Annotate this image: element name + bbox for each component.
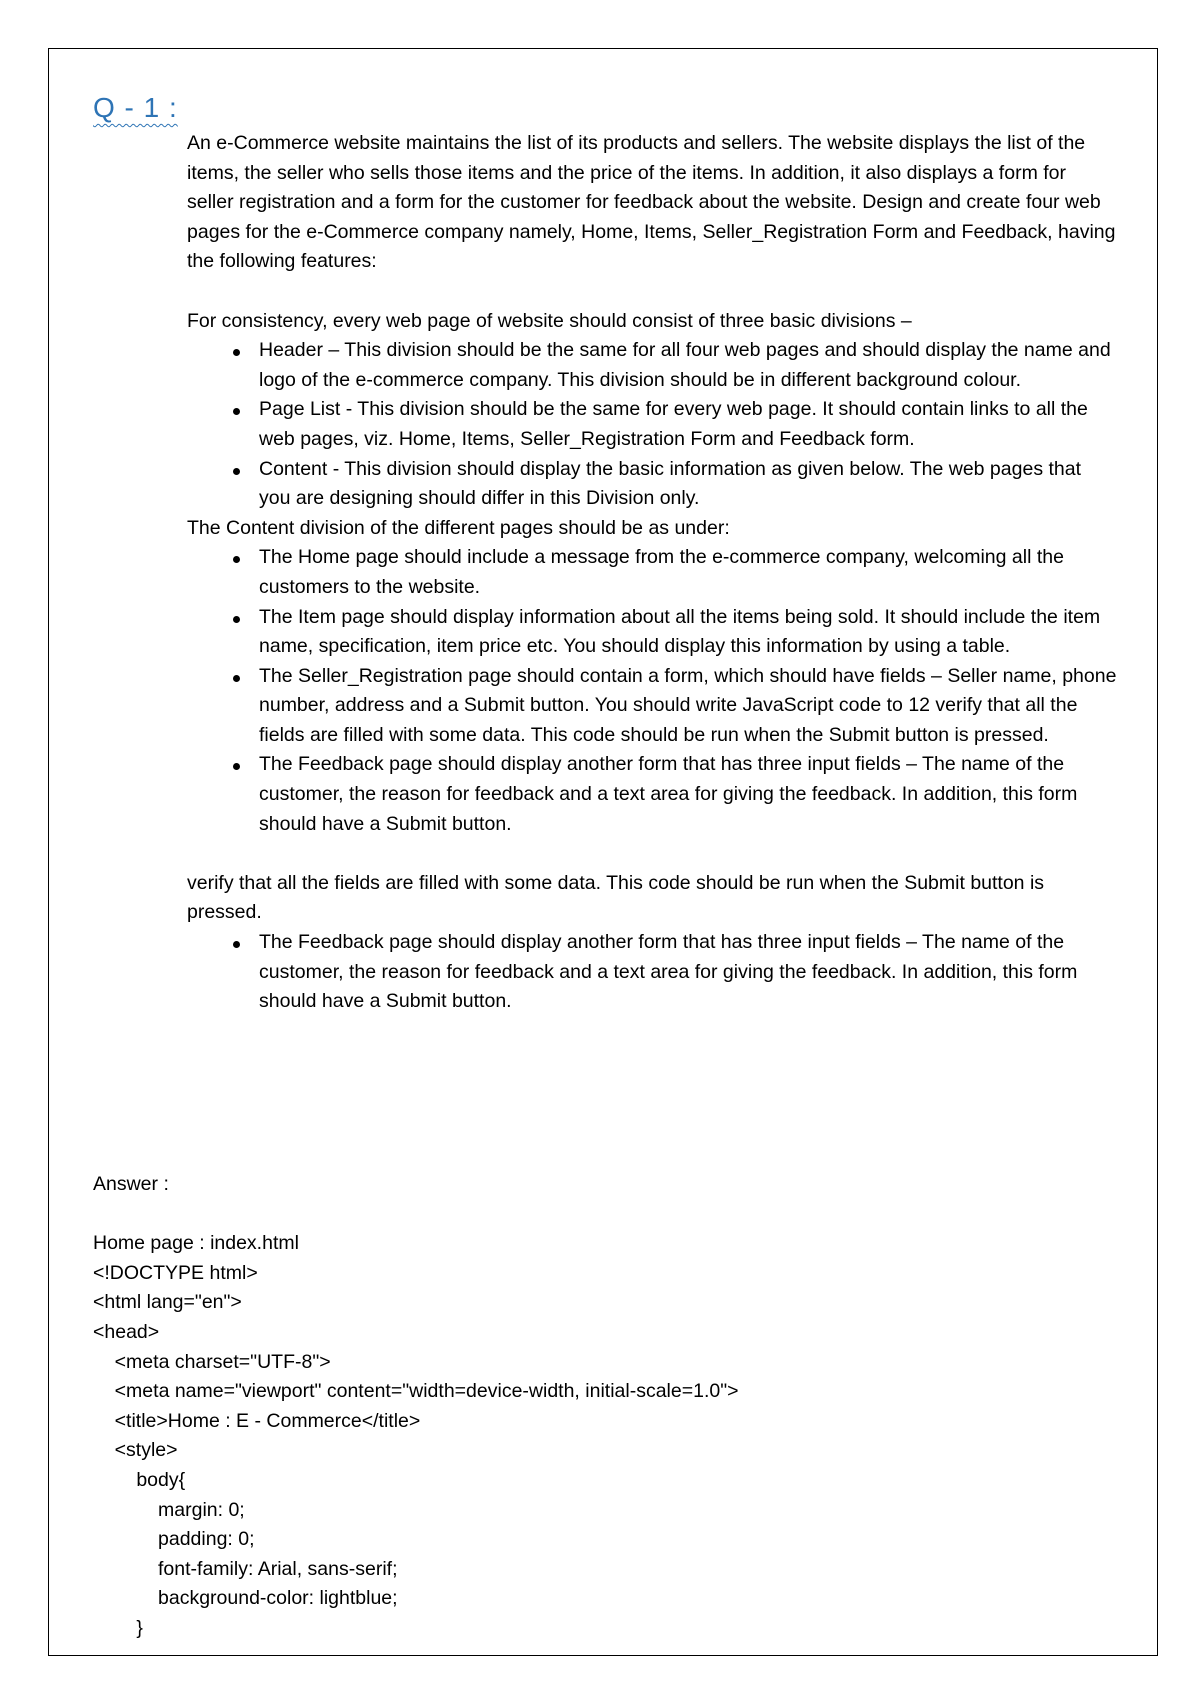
question-intro: An e-Commerce website maintains the list of its products and sellers. The website displays the list of the items, the seller who sells those items and the price of the items. In addition, it also displays a form for seller registration and a form for the customer for feedback about the website. Design and create four web pages for the e-Commerce company namely, Home, Items, Seller_Registration Form and Feedback, having the following features: — [187, 132, 1116, 273]
question-body — [187, 129, 1117, 1017]
answer-section — [93, 1170, 1133, 1644]
consistency-text: For consistency, every web page of website should consist of three basic divisions – — [187, 309, 912, 332]
code-block — [93, 1259, 1133, 1644]
bullet-icon — [233, 556, 240, 563]
code-line: <meta charset="UTF-8"> — [93, 1350, 331, 1373]
bullet-icon — [233, 468, 240, 475]
code-line: padding: 0; — [93, 1528, 255, 1551]
code-line: <meta name="viewport" content="width=device-width, initial-scale=1.0"> — [93, 1380, 739, 1403]
code-line: } — [93, 1616, 143, 1639]
code-line: <html lang="en"> — [93, 1291, 242, 1314]
bullet-icon — [233, 675, 240, 682]
list-item: The Home page should include a message from the e-commerce company, welcoming all the customers to the website. — [187, 543, 1117, 602]
list-item: The Feedback page should display another form that has three input fields – The name of the customer, the reason for feedback and a text area for giving the feedback. In addition, this form should have a Submit button. — [187, 750, 1117, 839]
list-item: The Feedback page should display another form that has three input fields – The name of the customer, the reason for feedback and a text area for giving the feedback. In addition, this form should have a Submit button. — [187, 928, 1117, 1017]
file-label: Home page : index.html — [93, 1232, 299, 1255]
extra-list — [187, 928, 1117, 1017]
content-list — [187, 543, 1117, 839]
code-line: font-family: Arial, sans-serif; — [93, 1557, 398, 1580]
list-item: Content - This division should display the basic information as given below. The web pages that you are designing should differ in this Division only. — [187, 455, 1117, 514]
code-line: <style> — [93, 1439, 178, 1462]
code-line: <title>Home : E - Commerce</title> — [93, 1409, 421, 1432]
code-line: <head> — [93, 1320, 160, 1343]
list-item: The Item page should display information about all the items being sold. It should include the item name, specification, item price etc. You should display this information by using a table. — [187, 603, 1117, 662]
list-item: Header – This division should be the same for all four web pages and should display the name and logo of the e-commerce company. This division should be in different background colour. — [187, 336, 1117, 395]
code-line: margin: 0; — [93, 1498, 245, 1521]
verify-text: verify that all the fields are filled with some data. This code should be run when the Submit button is pressed. — [187, 871, 1045, 924]
bullet-icon — [233, 616, 240, 623]
bullet-icon — [233, 941, 240, 948]
bullet-icon — [233, 349, 240, 356]
content-intro: The Content division of the different pages should be as under: — [187, 516, 730, 539]
answer-label: Answer : — [93, 1173, 169, 1195]
code-line: background-color: lightblue; — [93, 1587, 398, 1610]
code-line: body{ — [93, 1468, 186, 1491]
question-heading: Q - 1 : — [93, 92, 178, 123]
list-item: Page List - This division should be the same for every web page. It should contain links to all the web pages, viz. Home, Items, Seller_Registration Form and Feedback form. — [187, 395, 1117, 454]
bullet-icon — [233, 408, 240, 415]
division-list — [187, 336, 1117, 514]
bullet-icon — [233, 763, 240, 770]
list-item: The Seller_Registration page should contain a form, which should have fields – Seller name, phone number, address and a Submit button. You should write JavaScript code to 12 verify that all the fields are filled with some data. This code should be run when the Submit button is pressed. — [187, 662, 1117, 751]
code-line: <!DOCTYPE html> — [93, 1261, 258, 1284]
